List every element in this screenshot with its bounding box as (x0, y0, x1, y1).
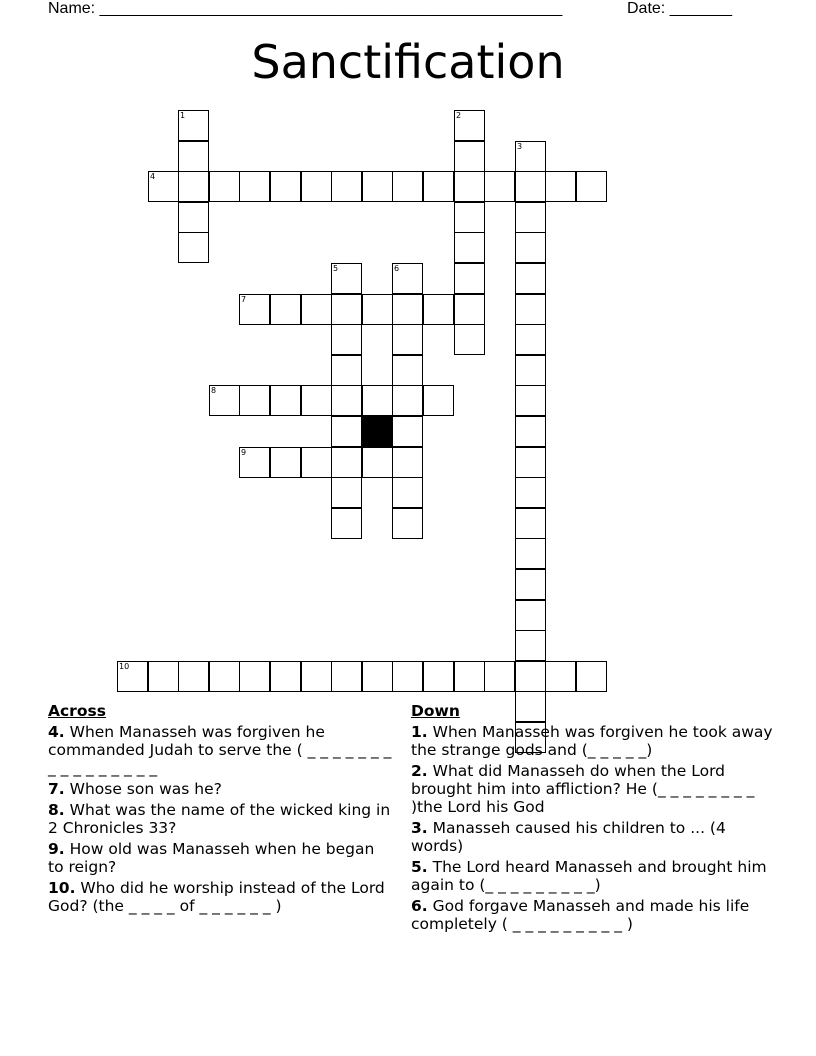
clue-number: 4. (48, 723, 65, 741)
grid-cell[interactable] (484, 661, 515, 692)
clue-number-label: 4 (150, 172, 156, 181)
grid-cell[interactable] (392, 447, 423, 478)
clue-number-label: 7 (241, 295, 247, 304)
grid-cell[interactable] (392, 416, 423, 447)
grid-cell[interactable] (515, 569, 546, 600)
clue-text: Manasseh caused his children to ... (4 words) (411, 819, 726, 855)
clue-down-1 (411, 723, 776, 759)
grid-cell[interactable] (331, 385, 362, 416)
grid-cell[interactable] (270, 447, 301, 478)
grid-cell[interactable] (209, 171, 240, 202)
clue-number: 6. (411, 897, 428, 915)
clue-across-7 (48, 780, 393, 798)
grid-cell[interactable] (178, 171, 209, 202)
grid-cell[interactable] (515, 355, 546, 386)
clue-number-label: 10 (119, 662, 130, 671)
grid-cell[interactable] (331, 416, 362, 447)
clue-down-6 (411, 897, 776, 933)
grid-cell[interactable] (515, 202, 546, 233)
grid-cell[interactable] (392, 385, 423, 416)
clue-number-label: 2 (456, 111, 462, 120)
grid-block-cell (362, 416, 393, 447)
grid-cell[interactable] (362, 171, 393, 202)
grid-cell[interactable] (392, 477, 423, 508)
clue-across-4 (48, 723, 393, 777)
clue-number: 1. (411, 723, 428, 741)
grid-cell[interactable] (423, 294, 454, 325)
grid-cell[interactable] (239, 447, 270, 478)
clue-across-9 (48, 840, 393, 876)
clue-text: Who did he worship instead of the Lord God? (the _ _ _ _ of _ _ _ _ _ _ ) (48, 879, 385, 915)
grid-cell[interactable] (270, 385, 301, 416)
grid-cell[interactable] (515, 447, 546, 478)
clue-across-8 (48, 801, 393, 837)
grid-cell[interactable] (454, 263, 485, 294)
grid-cell[interactable] (515, 630, 546, 661)
grid-cell[interactable] (515, 141, 546, 172)
clue-number-label: 8 (211, 386, 217, 395)
grid-cell[interactable] (515, 416, 546, 447)
grid-cell[interactable] (331, 324, 362, 355)
clue-text: When Manasseh was forgiven he commanded Judah to serve the ( _ _ _ _ _ _ _ _ _ _ _ _ _ _ _ _ (48, 723, 392, 777)
clue-text: Whose son was he? (69, 780, 222, 798)
grid-cell[interactable] (331, 447, 362, 478)
clue-down-5 (411, 858, 776, 894)
grid-cell[interactable] (209, 385, 240, 416)
grid-cell[interactable] (239, 661, 270, 692)
clue-number: 8. (48, 801, 65, 819)
grid-cell[interactable] (515, 385, 546, 416)
grid-cell[interactable] (301, 294, 332, 325)
grid-cell[interactable] (178, 661, 209, 692)
grid-cell[interactable] (454, 294, 485, 325)
grid-cell[interactable] (392, 324, 423, 355)
clue-number: 5. (411, 858, 428, 876)
clue-text: What was the name of the wicked king in 2 Chronicles 33? (48, 801, 391, 837)
down-heading: Down (411, 702, 460, 720)
grid-cell[interactable] (515, 294, 546, 325)
grid-cell[interactable] (545, 661, 576, 692)
clue-text: What did Manasseh do when the Lord brought him into affliction? He (_ _ _ _ _ _ _ _ )the Lord his God (411, 762, 755, 816)
clue-text: God forgave Manasseh and made his life completely ( _ _ _ _ _ _ _ _ _ ) (411, 897, 750, 933)
grid-cell[interactable] (362, 385, 393, 416)
grid-cell[interactable] (515, 538, 546, 569)
across-heading: Across (48, 702, 106, 720)
date-field-label: Date: _______ (627, 0, 732, 17)
clue-number-label: 5 (333, 264, 339, 273)
grid-cell[interactable] (515, 324, 546, 355)
page-title: Sanctification (251, 35, 565, 89)
grid-cell[interactable] (117, 661, 148, 692)
clue-number: 7. (48, 780, 65, 798)
grid-cell[interactable] (331, 508, 362, 539)
grid-cell[interactable] (545, 171, 576, 202)
grid-cell[interactable] (270, 661, 301, 692)
grid-cell[interactable] (454, 141, 485, 172)
grid-cell[interactable] (331, 477, 362, 508)
grid-cell[interactable] (454, 110, 485, 141)
grid-cell[interactable] (148, 661, 179, 692)
clue-text: When Manasseh was forgiven he took away the strange gods and (_ _ _ _ _) (411, 723, 773, 759)
grid-cell[interactable] (423, 171, 454, 202)
grid-cell[interactable] (270, 294, 301, 325)
clue-down-3 (411, 819, 776, 855)
clue-text: The Lord heard Manasseh and brought him again to (_ _ _ _ _ _ _ _ _) (411, 858, 767, 894)
clue-across-10 (48, 879, 393, 915)
grid-cell[interactable] (148, 171, 179, 202)
grid-cell[interactable] (392, 508, 423, 539)
grid-cell[interactable] (454, 324, 485, 355)
clue-number: 10. (48, 879, 76, 897)
grid-cell[interactable] (515, 477, 546, 508)
clue-text: How old was Manasseh when he began to reign? (48, 840, 375, 876)
across-clues (48, 702, 393, 918)
grid-cell[interactable] (454, 202, 485, 233)
grid-cell[interactable] (331, 355, 362, 386)
grid-cell[interactable] (178, 232, 209, 263)
grid-cell[interactable] (454, 232, 485, 263)
grid-cell[interactable] (423, 661, 454, 692)
grid-cell[interactable] (301, 661, 332, 692)
grid-cell[interactable] (270, 171, 301, 202)
grid-cell[interactable] (484, 171, 515, 202)
grid-cell[interactable] (515, 263, 546, 294)
grid-cell[interactable] (392, 171, 423, 202)
grid-cell[interactable] (392, 263, 423, 294)
clue-down-2 (411, 762, 776, 816)
grid-cell[interactable] (239, 171, 270, 202)
grid-cell[interactable] (454, 661, 485, 692)
grid-cell[interactable] (331, 661, 362, 692)
grid-cell[interactable] (178, 110, 209, 141)
clue-number: 9. (48, 840, 65, 858)
grid-cell[interactable] (178, 141, 209, 172)
down-clues (411, 702, 776, 936)
grid-cell[interactable] (362, 294, 393, 325)
grid-cell[interactable] (423, 385, 454, 416)
name-field-label: Name: ____________________________________________________ (48, 0, 563, 17)
grid-cell[interactable] (331, 263, 362, 294)
clue-number-label: 1 (180, 111, 186, 120)
grid-cell[interactable] (576, 661, 607, 692)
grid-cell[interactable] (331, 171, 362, 202)
grid-cell[interactable] (515, 232, 546, 263)
clue-number-label: 6 (394, 264, 400, 273)
grid-cell[interactable] (515, 508, 546, 539)
grid-cell[interactable] (392, 661, 423, 692)
clue-number: 2. (411, 762, 428, 780)
grid-cell[interactable] (515, 600, 546, 631)
grid-cell[interactable] (301, 171, 332, 202)
grid-cell[interactable] (392, 355, 423, 386)
clue-number-label: 3 (517, 142, 523, 151)
grid-cell[interactable] (301, 447, 332, 478)
grid-cell[interactable] (239, 385, 270, 416)
grid-cell[interactable] (454, 171, 485, 202)
grid-cell[interactable] (515, 171, 546, 202)
grid-cell[interactable] (515, 661, 546, 692)
grid-cell[interactable] (239, 294, 270, 325)
grid-cell[interactable] (301, 385, 332, 416)
grid-cell[interactable] (178, 202, 209, 233)
grid-cell[interactable] (331, 294, 362, 325)
grid-cell[interactable] (362, 447, 393, 478)
grid-cell[interactable] (576, 171, 607, 202)
grid-cell[interactable] (209, 661, 240, 692)
grid-cell[interactable] (362, 661, 393, 692)
grid-cell[interactable] (392, 294, 423, 325)
clue-number-label: 9 (241, 448, 247, 457)
clue-number: 3. (411, 819, 428, 837)
